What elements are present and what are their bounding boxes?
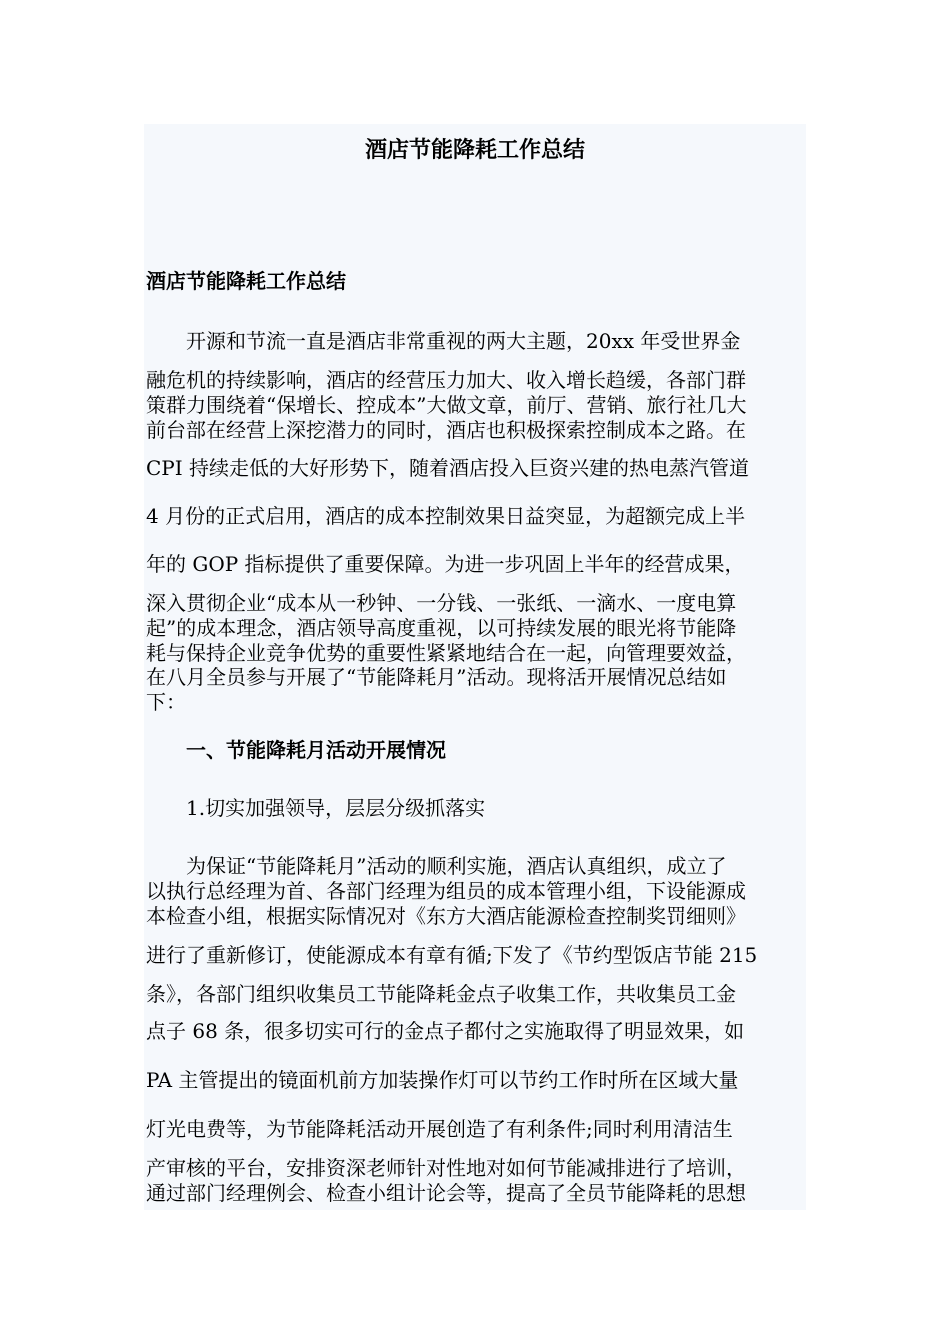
paragraph-line: 点子 68 条，很多切实可行的金点子都付之实施取得了明显效果，如 xyxy=(146,1019,745,1043)
paragraph-line: 进行了重新修订，使能源成本有章有循;下发了《节约型饭店节能 215 xyxy=(146,943,758,967)
paragraph-line: 融危机的持续影响，酒店的经营压力加大、收入增长趋缓，各部门群 xyxy=(146,368,746,392)
paragraph-line: PA 主管提出的镜面机前方加装操作灯可以节约工作时所在区域大量 xyxy=(146,1068,739,1092)
paragraph-line: 策群力围绕着“保增长、控成本”大做文章，前厅、营销、旅行社几大 xyxy=(146,393,747,417)
paragraph-line: 深入贯彻企业“成本从一秒钟、一分钱、一张纸、一滴水、一度电算 xyxy=(146,591,737,615)
paragraph-line: 下： xyxy=(146,690,186,714)
paragraph-line: 以执行总经理为首、各部门经理为组员的成本管理小组，下设能源成 xyxy=(146,879,746,903)
paragraph-line: 灯光电费等，为节能降耗活动开展创造了有利条件;同时利用清洁生 xyxy=(146,1117,733,1141)
paragraph-line: CPI 持续走低的大好形势下，随着酒店投入巨资兴建的热电蒸汽管道 xyxy=(146,456,750,480)
paragraph-line: 开源和节流一直是酒店非常重视的两大主题，20xx 年受世界金 xyxy=(146,329,741,353)
document-title: 酒店节能降耗工作总结 xyxy=(364,137,585,163)
paragraph-line: 产审核的平台，安排资深老师针对性地对如何节能减排进行了培训， xyxy=(146,1156,746,1180)
paragraph-line: 通过部门经理例会、检查小组计论会等，提高了全员节能降耗的思想 xyxy=(146,1181,746,1205)
paragraph-line: 前台部在经营上深挖潜力的同时，酒店也积极探索控制成本之路。在 xyxy=(146,418,746,442)
subsection-item: 1.切实加强领导，层层分级抓落实 xyxy=(146,796,486,820)
paragraph-line: 年的 GOP 指标提供了重要保障。为进一步巩固上半年的经营成果， xyxy=(146,552,745,576)
paragraph-line: 本检查小组，根据实际情况对《东方大酒店能源检查控制奖罚细则》 xyxy=(146,904,746,928)
paragraph-line: 条》，各部门组织收集员工节能降耗金点子收集工作，共收集员工金 xyxy=(146,982,736,1006)
section-heading: 酒店节能降耗工作总结 xyxy=(146,269,346,293)
paragraph-line: 为保证“节能降耗月”活动的顺利实施，酒店认真组织，成立了 xyxy=(146,854,727,878)
paragraph-line: 4 月份的正式启用，酒店的成本控制效果日益突显，为超额完成上半 xyxy=(146,504,746,528)
subsection-heading: 一、节能降耗月活动开展情况 xyxy=(146,738,446,762)
paragraph-line: 在八月全员参与开展了“节能降耗月”活动。现将活开展情况总结如 xyxy=(146,665,727,689)
paragraph-line: 起”的成本理念，酒店领导高度重视，以可持续发展的眼光将节能降 xyxy=(146,616,737,640)
paragraph-line: 耗与保持企业竞争优势的重要性紧紧地结合在一起，向管理要效益， xyxy=(146,641,746,665)
